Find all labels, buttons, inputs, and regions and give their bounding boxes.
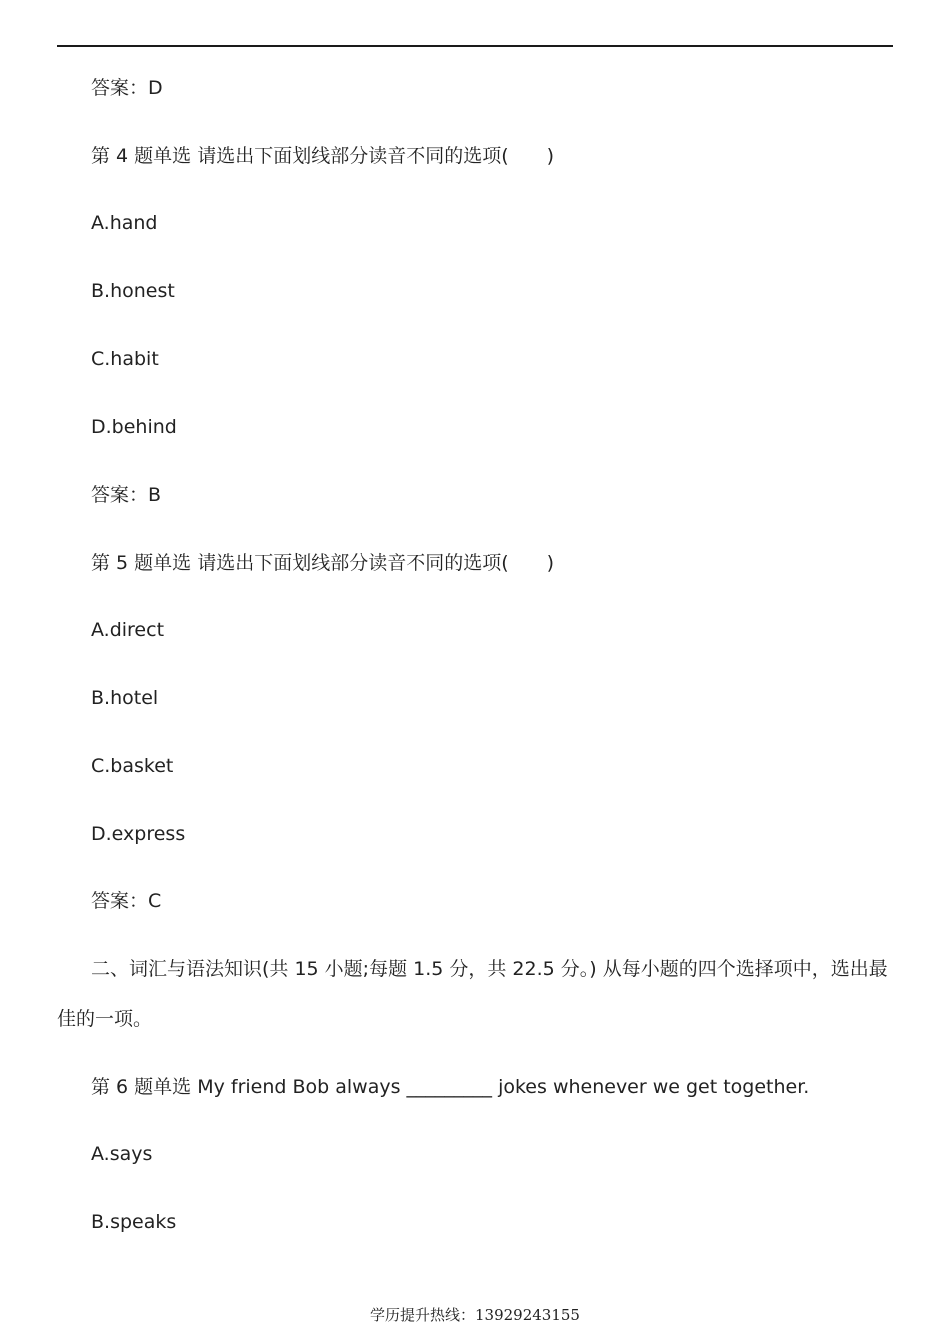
q6-option-b: B.speaks	[91, 1211, 177, 1233]
q5-option-b: B.hotel	[91, 687, 159, 709]
section-heading-line2: 佳的一项。	[57, 1008, 153, 1030]
question-4-stem: 第 4 题单选 请选出下面划线部分读音不同的选项( )	[91, 145, 555, 167]
q5-option-a: A.direct	[91, 619, 165, 641]
answer-q3: 答案：D	[91, 77, 163, 99]
answer-q4: 答案：B	[91, 484, 162, 506]
footer-hotline: 学历提升热线：13929243155	[370, 1306, 580, 1324]
q6-option-a: A.says	[91, 1143, 153, 1165]
answer-q5: 答案：C	[91, 890, 162, 912]
q5-option-d: D.express	[91, 823, 186, 845]
section-heading-line1: 二、词汇与语法知识(共 15 小题;每题 1.5 分，共 22.5 分。) 从每小题的四个选择项中，选出最	[91, 958, 888, 980]
q4-option-a: A.hand	[91, 212, 158, 234]
question-5-stem: 第 5 题单选 请选出下面划线部分读音不同的选项( )	[91, 552, 555, 574]
q5-option-c: C.basket	[91, 755, 174, 777]
q4-option-c: C.habit	[91, 348, 159, 370]
q4-option-d: D.behind	[91, 416, 177, 438]
question-6-stem: 第 6 题单选 My friend Bob always _________ jokes whenever we get together.	[91, 1076, 810, 1098]
q4-option-b: B.honest	[91, 280, 175, 302]
top-rule	[57, 45, 893, 47]
